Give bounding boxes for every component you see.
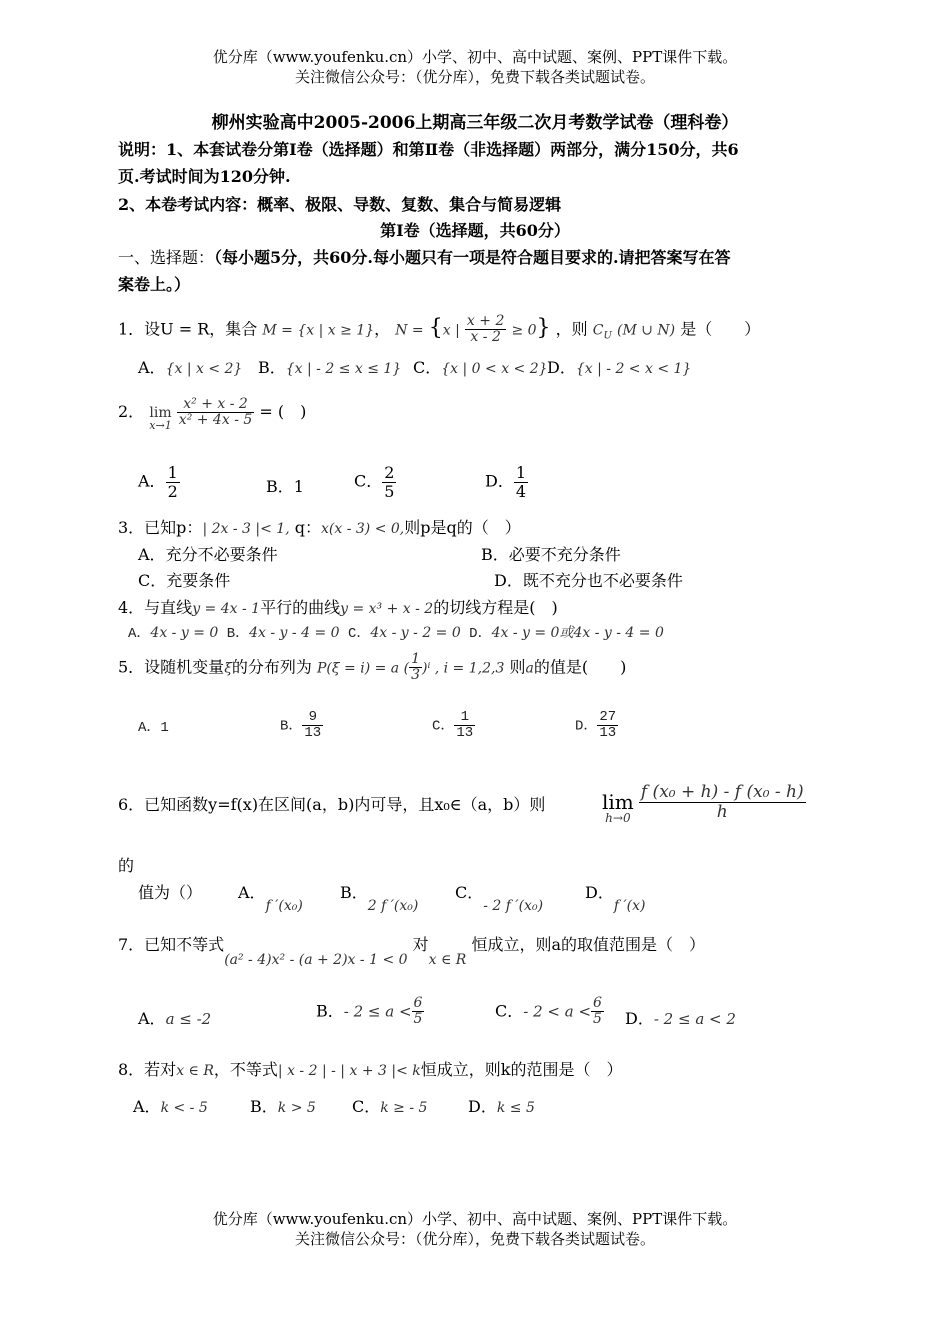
option-math: f ′(x₀) [265, 898, 303, 914]
q2-lim: lim [149, 405, 172, 421]
instructions-line-1 [118, 245, 731, 268]
q4-option-c[interactable] [348, 626, 461, 642]
option-label: A． [128, 626, 151, 642]
header-line-1: 优分库（www.youfenku.cn）小学、初中、高中试题、案例、PPT课件下载。 [212, 48, 738, 66]
question-6-stem: 6．已知函数y=f(x)在区间(a，b)内可导，且x₀∈（a，b）则 [118, 795, 546, 814]
q8-option-a[interactable] [133, 1094, 208, 1117]
q6-lim: lim [602, 790, 634, 814]
q2-num: 2． [118, 402, 145, 421]
q2-tail: = ( ) [259, 402, 307, 421]
option-label: D． [494, 571, 523, 590]
q2-lim-sub: x→1 [149, 419, 172, 432]
fraction-numerator: 9 [308, 709, 318, 725]
option-label: C． [352, 1097, 381, 1116]
q6-option-c[interactable] [455, 880, 544, 914]
q4-curve-math: y = x³ + x - 2 [340, 601, 434, 617]
q3-option-b[interactable] [481, 542, 621, 565]
option-label: B． [250, 1097, 278, 1116]
q1-complement-arg: (M ∪ N) [617, 322, 676, 339]
option-label: A． [138, 1009, 166, 1028]
option-math: k ≤ 5 [496, 1100, 535, 1116]
footer-line-2: 关注微信公众号：（优分库），免费下载各类试题试卷。 [294, 1230, 655, 1248]
q3-q-math: x(x - 3) < 0, [321, 521, 405, 537]
q1-set-n-right: ≥ 0 [511, 322, 537, 339]
q6-option-b[interactable] [340, 880, 419, 914]
option-label: B． [226, 626, 250, 642]
question-1-stem: 1．设U = R，集合 M = {x | x ≥ 1}， N = {x | $\frac{x + 2}{x - 2}$ ≥ 0} ，则 $C_U$ (M ∪ N) 是（ ） [118, 313, 761, 346]
option-math: - 2 ≤ a < [343, 1002, 412, 1021]
q1-set-n-x: x | [442, 322, 460, 339]
fraction-denominator: 13 [304, 725, 322, 742]
q6-limit-expression [602, 780, 806, 824]
q2-denominator: x² + 4x - 5 [178, 412, 253, 428]
q4-option-b[interactable] [227, 626, 340, 642]
fraction-denominator: 5 [384, 481, 395, 501]
option-label: A． [238, 883, 266, 902]
q6-tail-1: 的 [118, 856, 135, 875]
option-label: B． [280, 718, 303, 735]
q1-set-n-left: N = [395, 322, 424, 339]
option-math: - 2 f ′(x₀) [483, 898, 544, 914]
q4-text-c: 的切线方程是( ) [433, 598, 558, 617]
option-label: D． [485, 471, 514, 491]
q5-text-b: 的分布列为 [231, 657, 312, 677]
option-label: B． [258, 358, 286, 377]
option-label: C． [413, 358, 442, 377]
q3-option-d[interactable] [494, 568, 683, 591]
q6-numerator: f (x₀ + h) - f (x₀ - h) [640, 781, 804, 802]
option-math: {x | x < 2} [165, 361, 243, 377]
q1-text-a: 1．设U = R，集合 [118, 319, 258, 339]
q3-option-c[interactable] [138, 568, 230, 591]
q1-comma: ， [374, 319, 391, 339]
fraction-numerator: 6 [413, 995, 423, 1011]
option-math: - 2 ≤ a < 2 [653, 1010, 736, 1028]
option-text: 充要条件 [166, 571, 231, 590]
option-text: 4x - y = 0 [150, 625, 219, 641]
option-math: k > 5 [277, 1100, 316, 1116]
q1-complement-sub: U [603, 330, 612, 342]
exam-title: 柳州实验高中2005-2006上期高三年级二次月考数学试卷（理科卷） [211, 113, 739, 133]
option-math: {x | - 2 < x < 1} [575, 361, 692, 377]
q3-p-math: | 2x - 3 |< 1, [202, 521, 290, 537]
q3-text-b: q： [294, 518, 321, 537]
option-text: 充分不必要条件 [165, 545, 278, 564]
footer-line-1: 优分库（www.youfenku.cn）小学、初中、高中试题、案例、PPT课件下载。 [212, 1210, 738, 1228]
option-text: 1 [293, 477, 304, 496]
q4-line-math: y = 4x - 1 [192, 601, 261, 617]
q5-text-c: 则 [509, 657, 526, 677]
section-title: 第Ⅰ卷（选择题，共60分） [380, 221, 570, 240]
notes-line-2: 页.考试时间为120分钟. [118, 167, 291, 186]
q8-option-d[interactable] [468, 1094, 535, 1117]
option-label: D． [575, 718, 598, 735]
instructions-prefix: 一、选择题： [118, 248, 215, 267]
option-math: {x | 0 < x < 2} [441, 361, 548, 377]
option-text: 4x - y - 2 = 0 [370, 625, 461, 641]
option-label: A． [138, 358, 166, 377]
q7-inequality: (a² - 4)x² - (a + 2)x - 1 < 0 [224, 952, 408, 968]
notes-line-1: 说明：1、本套试卷分第Ⅰ卷（选择题）和第Ⅱ卷（非选择题）两部分，满分150分，共6 [118, 140, 739, 159]
q5-text-d: 的值是( ) [533, 657, 627, 677]
question-3-stem [118, 515, 521, 538]
question-5-stem [118, 652, 626, 684]
option-label: C． [347, 626, 371, 642]
q2-numerator: x² + x - 2 [183, 395, 248, 412]
q7-option-a[interactable] [138, 1006, 211, 1029]
q1-option-d[interactable] [547, 355, 691, 378]
option-label: A． [138, 545, 166, 564]
option-label: B． [316, 1001, 344, 1021]
q5-dist-a: P(ξ = i) = a ( [317, 660, 410, 677]
fraction-denominator: 4 [515, 481, 527, 501]
q6-denominator: h [639, 802, 806, 822]
option-label: C． [495, 1001, 524, 1021]
question-2-stem [118, 394, 306, 431]
q2-option-b[interactable] [266, 474, 304, 497]
q5-option-c[interactable] [432, 710, 475, 742]
q2-option-c[interactable] [354, 464, 396, 500]
q5-option-d[interactable] [575, 710, 618, 742]
fraction-numerator: 27 [599, 709, 617, 725]
fraction-denominator: 5 [593, 1011, 602, 1028]
option-math: k < - 5 [160, 1100, 208, 1116]
notes-line-3: 2、本卷考试内容：概率、极限、导数、复数、集合与简易逻辑 [118, 195, 562, 214]
option-label: D． [585, 883, 614, 902]
option-label: D． [469, 626, 492, 642]
fraction-denominator: 3 [411, 667, 420, 684]
q6-tail-2: 值为（） [138, 883, 203, 902]
option-label: C． [138, 571, 167, 590]
q4-options-row [128, 622, 664, 642]
fraction-denominator: 13 [599, 725, 617, 742]
fraction-numerator: 1 [515, 463, 527, 482]
q5-option-b[interactable] [280, 710, 323, 742]
option-label: A． [133, 1097, 161, 1116]
option-text: 4x - y = 0或4x - y - 4 = 0 [491, 625, 664, 641]
option-text: 1 [160, 720, 169, 736]
question-4-stem [118, 595, 558, 618]
fraction-numerator: 1 [411, 651, 420, 667]
q6-option-a[interactable] [238, 880, 303, 914]
q5-xi: ξ [224, 660, 232, 677]
q5-option-a[interactable] [138, 716, 169, 736]
option-label: C． [455, 883, 484, 902]
q8-text-a: 8．若对 [118, 1060, 177, 1079]
header-line-2: 关注微信公众号：（优分库），免费下载各类试题试卷。 [294, 68, 655, 86]
option-text: 4x - y - 4 = 0 [249, 625, 340, 641]
option-label: B． [481, 545, 509, 564]
q8-forall: x ∈ R [176, 1063, 214, 1079]
option-label: C． [432, 718, 455, 735]
option-math: {x | - 2 ≤ x ≤ 1} [285, 361, 402, 377]
fraction-numerator: 1 [460, 709, 470, 725]
option-math: a ≤ -2 [165, 1010, 212, 1028]
option-label: D． [468, 1097, 497, 1116]
fraction-denominator: 2 [167, 481, 178, 501]
q1-set-m: M = {x | x ≥ 1} [262, 322, 375, 339]
q8-inequality: | x - 2 | - | x + 3 |< k [277, 1063, 421, 1079]
q7-text-a: 7．已知不等式 [118, 935, 225, 954]
option-math: - 2 < a < [523, 1002, 592, 1021]
q7-text-c: 恒成立，则a的取值范围是（ ） [471, 935, 705, 954]
option-label: C． [354, 471, 383, 491]
option-label: D． [625, 1009, 654, 1028]
q7-option-d[interactable] [625, 1006, 736, 1029]
q4-option-d[interactable] [469, 626, 664, 642]
q2-option-d[interactable] [485, 464, 528, 500]
q5-text-a: 5．设随机变量 [118, 657, 225, 677]
q5-dist-b: )ⁱ , i = 1,2,3 [422, 660, 505, 677]
q6-lim-sub: h→0 [605, 811, 631, 825]
fraction-denominator: 5 [413, 1011, 423, 1028]
q1-set-n-den: x - 2 [465, 329, 506, 345]
option-label: B． [266, 477, 294, 496]
q1-complement: C [592, 322, 604, 339]
q1-text-c: 是（ ） [680, 319, 761, 339]
q3-option-a[interactable] [138, 542, 278, 565]
q3-text-c: 则p是q的（ ） [404, 518, 521, 537]
q1-option-c[interactable] [413, 355, 548, 378]
q7-forall: x ∈ R [428, 952, 467, 968]
q8-option-c[interactable] [352, 1094, 427, 1117]
q8-option-b[interactable] [250, 1094, 316, 1117]
option-label: A． [138, 471, 166, 491]
q2-option-a[interactable] [138, 464, 180, 500]
option-math: k ≥ - 5 [380, 1100, 428, 1116]
option-label: A． [138, 720, 161, 736]
option-math: f ′(x) [613, 898, 646, 914]
question-8-stem [118, 1057, 622, 1080]
fraction-numerator: 6 [593, 995, 602, 1011]
q8-text-c: 恒成立，则k的范围是（ ） [420, 1060, 623, 1079]
option-text: 既不充分也不必要条件 [522, 571, 683, 590]
q1-option-a[interactable] [138, 355, 242, 378]
option-label: D． [547, 358, 576, 377]
q1-option-b[interactable] [258, 355, 401, 378]
q1-set-n-num: x + 2 [466, 313, 505, 329]
fraction-numerator: 1 [167, 463, 178, 482]
q5-a-var: a [525, 660, 534, 677]
q7-option-b[interactable] [316, 996, 424, 1028]
q6-option-d[interactable] [585, 880, 646, 914]
instructions-line-2: 案卷上。） [118, 275, 191, 294]
q4-option-a[interactable] [128, 626, 218, 642]
q7-text-b: 对 [412, 935, 429, 954]
q1-text-b: ，则 [555, 319, 588, 339]
option-math: 2 f ′(x₀) [367, 898, 419, 914]
option-label: B． [340, 883, 368, 902]
q4-text-b: 平行的曲线 [260, 598, 341, 617]
fraction-numerator: 2 [384, 463, 395, 482]
instructions-text: （每小题5分，共60分.每小题只有一项是符合题目要求的.请把答案写在答 [214, 248, 731, 267]
option-text: 必要不充分条件 [508, 545, 621, 564]
q8-text-b: ，不等式 [213, 1060, 278, 1079]
question-7-stem [118, 932, 705, 968]
q7-option-c[interactable] [495, 996, 604, 1028]
fraction-denominator: 13 [456, 725, 474, 742]
q3-text-a: 3．已知p： [118, 518, 203, 537]
q4-text-a: 4．与直线 [118, 598, 193, 617]
